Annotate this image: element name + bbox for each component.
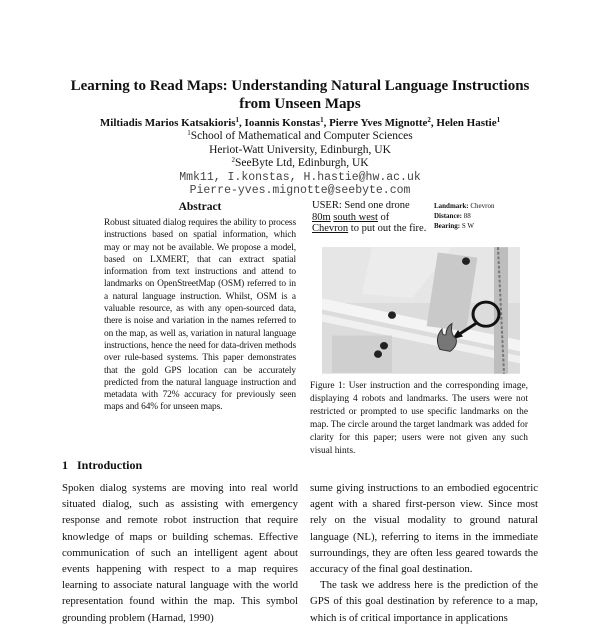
author-name: Helen Hastie — [436, 117, 497, 129]
figure-caption: Figure 1: User instruction and the corresponding image, displaying 4 robots and landmarks. The users were not restricted or prompted to use specific landmarks on the map. The circle around the target landmark was added for clarity for this paper; users were not given any such visual hints. — [310, 381, 528, 456]
instruction-direction: south west — [333, 211, 378, 223]
instruction-distance: 80m — [312, 211, 331, 223]
instruction-text: to put out the fire. — [348, 223, 427, 234]
paragraph: sume giving instructions to an embodied egocentric agent with a shared first-person view. Since most rely on the visual modality to ground natural language (NL), referring to items in the immediate surroundings, they are often less geared towards the accuracy of the final goal destination. — [310, 482, 538, 576]
intro-text-left: Spoken dialog systems are moving into real world situated dialog, such as assisting with emergency response and remote robot instruction that require knowledge of maps or building schemas. Effective communication of such an intelligent agent about events happening with respect to a map requires learning to associate natural language with the world representation found within the map. This symbol grounding problem (Harnad, 1990) — [62, 482, 298, 624]
meta-label: Bearing: — [434, 222, 461, 230]
instruction-landmark: Chevron — [312, 223, 349, 234]
affiliation-line: School of Mathematical and Computer Sciences — [190, 130, 413, 142]
paper-title: Learning to Read Maps: Understanding Natural Language Instructions from Unseen Maps — [70, 78, 530, 112]
meta-label: Landmark: — [434, 202, 469, 210]
affiliation-line: SeeByte Ltd, Edinburgh, UK — [234, 157, 369, 169]
author-name: Miltiadis Marios Katsakioris — [99, 117, 236, 129]
figure-1 — [312, 200, 532, 378]
affiliation-line: Heriot-Watt University, Edinburgh, UK — [209, 143, 391, 156]
section-heading — [62, 458, 142, 472]
meta-value: S W — [461, 222, 474, 230]
affiliation-mark: 1 — [496, 116, 501, 124]
affiliation-mark: 2 — [427, 116, 431, 124]
author-list: Miltiadis Marios Katsakioris$^1$, Ioannis Konstas$^1$, Pierre Yves Mignotte$^2$, Helen Hastie$^1$ — [99, 116, 501, 129]
affiliation-mark: 1 — [320, 116, 324, 124]
affiliation-mark: 1 — [187, 129, 191, 137]
affiliations — [100, 130, 500, 198]
intro-text-right — [310, 480, 538, 626]
author-name: Pierre Yves Mignotte — [329, 117, 428, 129]
speaker-label: USER: — [312, 200, 342, 211]
instruction-text: of — [377, 211, 390, 223]
email-line: Pierre-yves.mignotte@seebyte.com — [189, 184, 411, 197]
instruction-metadata — [434, 201, 530, 231]
author-name: Ioannis Konstas — [244, 117, 321, 129]
instruction-text: Send one drone — [341, 200, 410, 211]
abstract-heading: Abstract — [178, 201, 222, 213]
meta-value: 88 — [463, 212, 471, 220]
section-number: 1 — [62, 458, 68, 472]
meta-value: Chevron — [470, 202, 495, 210]
section-title: Introduction — [77, 458, 143, 472]
abstract-text: Robust situated dialog requires the ability to process instructions based on spatial information, which may or may not be available. We propose a model, based on LXMERT, that can extract spatial information from text instructions and attend to landmarks on OpenStreetMap (OSM) referred to in a natural language instruction. Whilst, OSM is a valuable resource, as with any open-sourced data, there is noise and variation in the names referred to on the map, as well as, variation in natural language instructions, hence the need for data-driven methods over rule-based systems. This paper demonstrates that the gold GPS location can be accurately predicted from the natural language instruction and metadata with 72% accuracy for previously seen maps and 64% for unseen maps. — [104, 218, 296, 413]
affiliation-mark: 1 — [235, 116, 240, 124]
email-line: Mmk11, I.konstas, H.hastie@hw.ac.uk — [179, 170, 421, 184]
user-instruction — [312, 200, 428, 235]
affiliation-mark: 2 — [231, 156, 235, 164]
meta-label: Distance: — [434, 212, 462, 220]
paragraph: The task we address here is the prediction of the GPS of this goal destination by reference to a map, which is of critical importance in applications — [310, 579, 538, 624]
